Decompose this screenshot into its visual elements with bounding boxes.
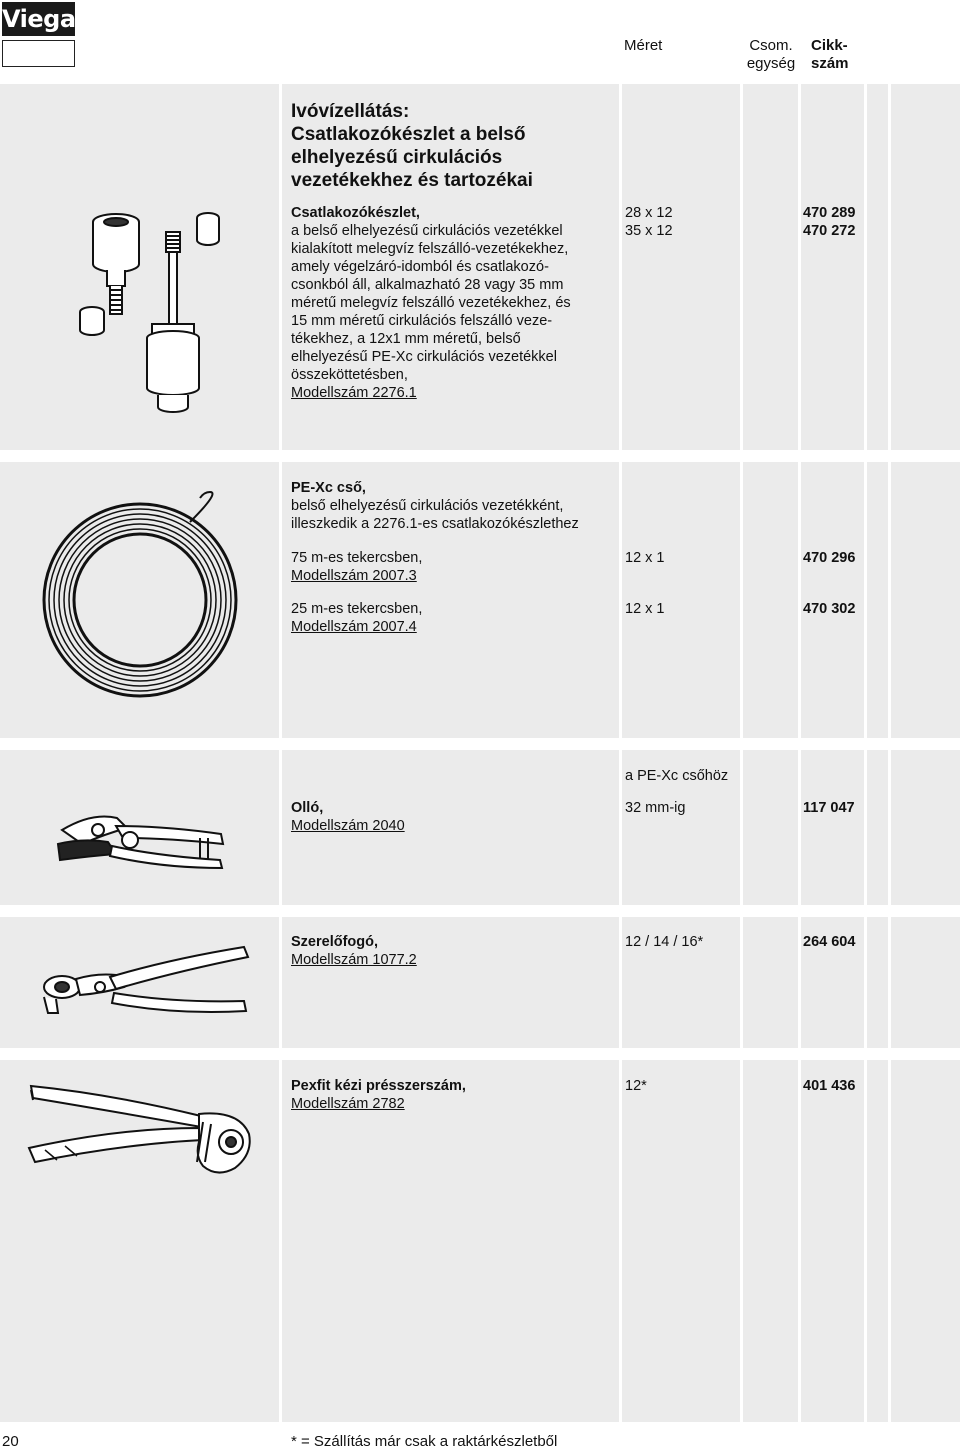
logo-underbox	[2, 40, 75, 67]
column-header-code	[811, 37, 849, 73]
column-header-unit	[745, 37, 797, 73]
size-value: 32 mm-ig	[625, 800, 686, 816]
section-title-line: elhelyezésű cirkulációs	[291, 147, 503, 168]
product-description	[291, 799, 405, 835]
article-code: 264 604	[803, 934, 856, 950]
description-line: illeszkedik a 2276.1-es csatlakozókészlethez	[291, 516, 579, 532]
pipe-cutter-illustration	[50, 800, 240, 880]
size-value: 12 x 1	[625, 601, 665, 617]
column-header-size: Méret	[624, 37, 663, 54]
size-value: 12 x 1	[625, 550, 665, 566]
model-number-link[interactable]: Modellszám 2007.4	[291, 619, 417, 635]
product-description	[291, 933, 417, 969]
section-title	[291, 100, 611, 192]
item-description: 75 m-es tekercsben,	[291, 550, 423, 566]
article-code: 470 289	[803, 205, 856, 221]
description-line: összeköttetésben,	[291, 367, 408, 383]
model-number-link[interactable]: Modellszám 2276.1	[291, 385, 417, 401]
connection-set-illustration	[60, 200, 260, 425]
column-divider	[798, 84, 801, 1422]
description-line: belső elhelyezésű cirkulációs vezetékként,	[291, 498, 564, 514]
section-title-line: Ivóvízellátás:	[291, 101, 410, 122]
description-line: amely végelzáró-idomból és csatlakozó-	[291, 259, 549, 275]
product-name: Csatlakozókészlet,	[291, 205, 420, 221]
press-tool-illustration	[25, 1078, 265, 1198]
section-title-line: vezetékekhez és tartozékai	[291, 170, 533, 191]
column-divider	[619, 84, 622, 1422]
product-description	[291, 1077, 466, 1113]
size-value: 35 x 12	[625, 223, 673, 239]
product-description	[291, 479, 616, 533]
column-divider	[864, 84, 867, 1422]
article-code: 117 047	[803, 800, 855, 816]
column-divider	[888, 84, 891, 1422]
row-divider	[0, 905, 960, 917]
product-description	[291, 204, 611, 402]
product-name: Szerelőfogó,	[291, 934, 379, 950]
column-header-unit-line1: Csom.	[749, 37, 793, 54]
pipe-coil-illustration	[40, 482, 250, 712]
article-code: 470 296	[803, 550, 856, 566]
description-line: elhelyezésű PE-Xc cirkulációs vezetékkel	[291, 349, 557, 365]
size-value: 28 x 12	[625, 205, 673, 221]
model-number-link[interactable]: Modellszám 2782	[291, 1096, 405, 1112]
article-code: 470 272	[803, 223, 856, 239]
description-line: méretű melegvíz felszálló vezetékekhez, és	[291, 295, 571, 311]
viega-logo: Viega	[2, 2, 75, 36]
model-number-link[interactable]: Modellszám 2007.3	[291, 568, 417, 584]
list-item	[291, 600, 422, 636]
page-number: 20	[2, 1433, 19, 1450]
column-header-code-line2: szám	[811, 55, 849, 72]
row-divider	[0, 450, 960, 462]
column-divider	[279, 84, 282, 1422]
model-number-link[interactable]: Modellszám 1077.2	[291, 952, 417, 968]
row-divider	[0, 1048, 960, 1060]
row-divider	[0, 738, 960, 750]
section-title-line: Csatlakozókészlet a belső	[291, 124, 526, 145]
compatibility-note: a PE-Xc csőhöz	[625, 768, 729, 784]
article-code: 401 436	[803, 1078, 856, 1094]
item-description: 25 m-es tekercsben,	[291, 601, 423, 617]
product-name: PE-Xc cső,	[291, 480, 366, 496]
size-value: 12*	[625, 1078, 647, 1094]
article-code-cell	[803, 204, 855, 240]
list-item	[291, 549, 422, 585]
column-header-unit-line2: egység	[746, 55, 796, 72]
footnote: * = Szállítás már csak a raktárkészletből	[291, 1433, 558, 1450]
model-number-link[interactable]: Modellszám 2040	[291, 818, 405, 834]
assembly-pliers-illustration	[38, 935, 250, 1025]
product-name: Pexfit kézi présszerszám,	[291, 1078, 466, 1094]
column-header-code-line1: Cikk-	[811, 37, 848, 54]
size-cell	[625, 204, 673, 240]
article-code: 470 302	[803, 601, 856, 617]
description-line: a belső elhelyezésű cirkulációs vezetékkel	[291, 223, 563, 239]
product-name: Olló,	[291, 800, 324, 816]
description-line: kialakított melegvíz felszálló-vezetékekhez,	[291, 241, 569, 257]
description-line: 15 mm méretű cirkulációs felszálló veze-	[291, 313, 553, 329]
size-value: 12 / 14 / 16*	[625, 934, 704, 950]
column-divider	[740, 84, 743, 1422]
description-line: tékekhez, a 12x1 mm méretű, belső	[291, 331, 521, 347]
description-line: csonkból áll, alkalmazható 28 vagy 35 mm	[291, 277, 564, 293]
